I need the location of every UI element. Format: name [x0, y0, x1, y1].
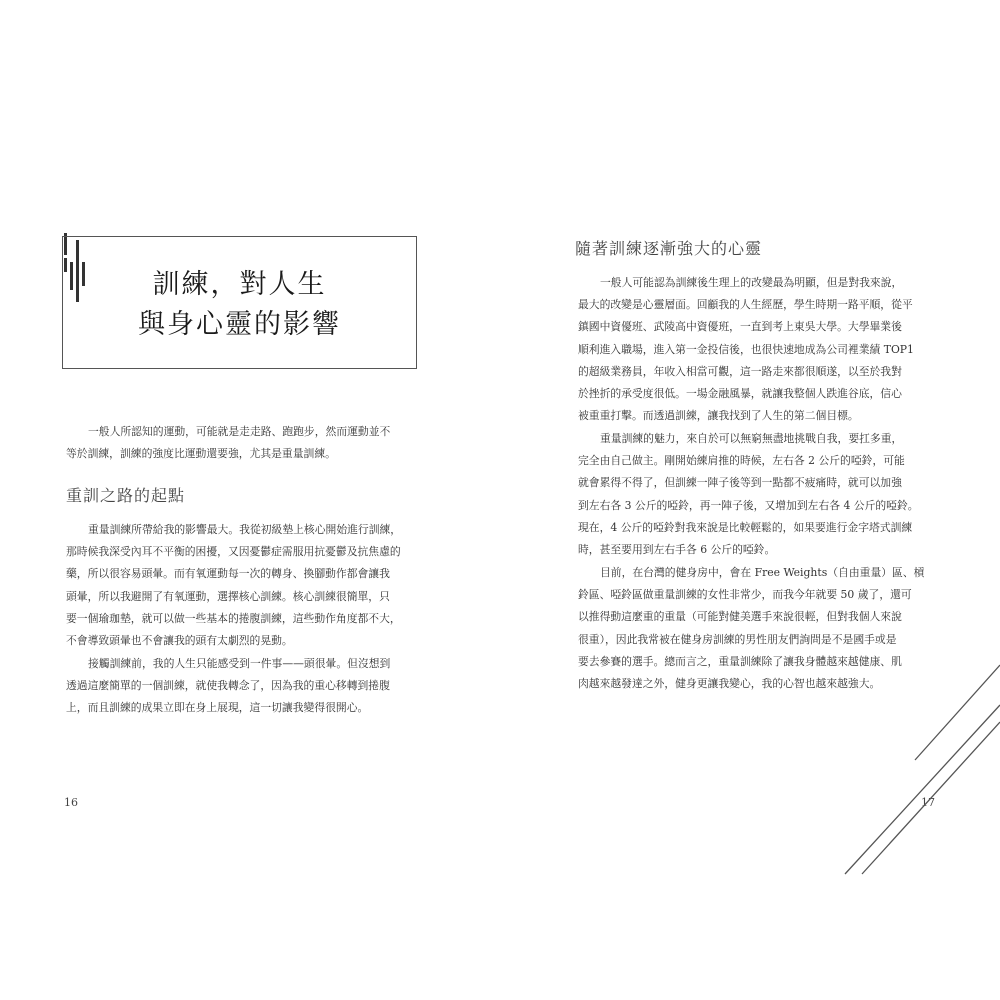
text-line: 不會導致頭暈也不會讓我的頭有太劇烈的晃動。: [66, 634, 293, 648]
chapter-title-line-2: 與身心靈的影響: [138, 309, 341, 340]
text-line: 一般人所認知的運動，可能就是走走路、跑跑步，然而運動並不: [88, 425, 391, 438]
text-line: 要一個瑜珈墊，就可以做一些基本的捲腹訓練，這些動作角度都不大，: [66, 611, 401, 625]
text-line: 上，而且訓練的成果立即在身上展現，這一切讓我變得很開心。: [66, 701, 369, 715]
text-line: 於挫折的承受度很低。一場金融風暴，就讓我整個人跌進谷底，信心: [578, 387, 902, 401]
text-line: 到左右各 3 公斤的啞鈴，再一陣子後，又增加到左右各 4 公斤的啞鈴。: [578, 498, 919, 512]
text-line: 重量訓練的魅力，來自於可以無窮無盡地挑戰自我，要扛多重，: [600, 432, 903, 445]
text-line: 鎮國中資優班、武陵高中資優班，一直到考上東吳大學。大學畢業後: [578, 320, 902, 334]
text-line: 一般人可能認為訓練後生理上的改變最為明顯，但是對我來說，: [600, 276, 903, 289]
section-heading: 隨著訓練逐漸強大的心靈: [575, 239, 763, 258]
text-line: 完全由自己做主。剛開始練肩推的時候，左右各 2 公斤的啞鈴，可能: [578, 454, 905, 468]
text-line: 就會累得不得了，但訓練一陣子後等到一點都不疲痛時，就可以加強: [578, 476, 902, 490]
text-line: 順利進入職場，進入第一金投信後，也很快速地成為公司裡業績 TOP1: [578, 342, 914, 356]
text-line: 等於訓練，訓練的強度比運動還要強，尤其是重量訓練。: [66, 447, 336, 461]
text-line: 透過這麼簡單的一個訓練，就使我轉念了，因為我的重心移轉到捲腹: [66, 679, 390, 693]
text-line: 肉越來越發達之外，健身更讓我變心，我的心智也越來越強大。: [578, 677, 881, 691]
page-number-left: 16: [64, 796, 78, 809]
text-line: 那時候我深受內耳不平衡的困擾，又因憂鬱症需服用抗憂鬱及抗焦慮的: [66, 545, 401, 559]
text-line: 最大的改變是心靈層面。回顧我的人生經歷，學生時期一路平順，從平: [578, 298, 913, 312]
text-line: 鈴區、啞鈴區做重量訓練的女性非常少，而我今年就要 50 歲了，還可: [578, 588, 912, 602]
text-line: 很重），因此我常被在健身房訓練的男性朋友們詢問是不是國手或是: [578, 632, 897, 646]
text-line: 時，甚至要用到左右手各 6 公斤的啞鈴。: [578, 543, 776, 557]
text-line: 被重重打擊。而透過訓練，讓我找到了人生的第二個目標。: [578, 409, 859, 423]
text-line: 接觸訓練前，我的人生只能感受到一件事——頭很暈。但沒想到: [88, 657, 391, 670]
text-line: 重量訓練所帶給我的影響最大。我從初級墊上核心開始進行訓練，: [88, 523, 402, 536]
text-line: 要去參賽的選手。總而言之，重量訓練除了讓我身體越來越健康、肌: [578, 654, 902, 668]
text-line: 以推得動這麼重的重量（可能對健美選手來說很輕，但對我個人來說: [578, 610, 902, 624]
text-line: 藥，所以很容易頭暈。而有氧運動每一次的轉身、換腳動作都會讓我: [66, 567, 390, 581]
page-number-right: 17: [921, 796, 935, 809]
chapter-title-line-1: 訓練，對人生: [152, 269, 327, 300]
text-line: 的超級業務員，年收入相當可觀，這一路走來都很順遂，以至於我對: [578, 364, 902, 378]
text-line: 現在，4 公斤的啞鈴對我來說是比較輕鬆的，如果要進行金字塔式訓練: [578, 520, 913, 534]
section-heading: 重訓之路的起點: [66, 486, 186, 505]
text-line: 頭暈，所以我避開了有氧運動，選擇核心訓練。核心訓練很簡單，只: [66, 589, 390, 603]
text-line: 目前，在台灣的健身房中，會在 Free Weights（自由重量）區、槓: [600, 566, 925, 579]
